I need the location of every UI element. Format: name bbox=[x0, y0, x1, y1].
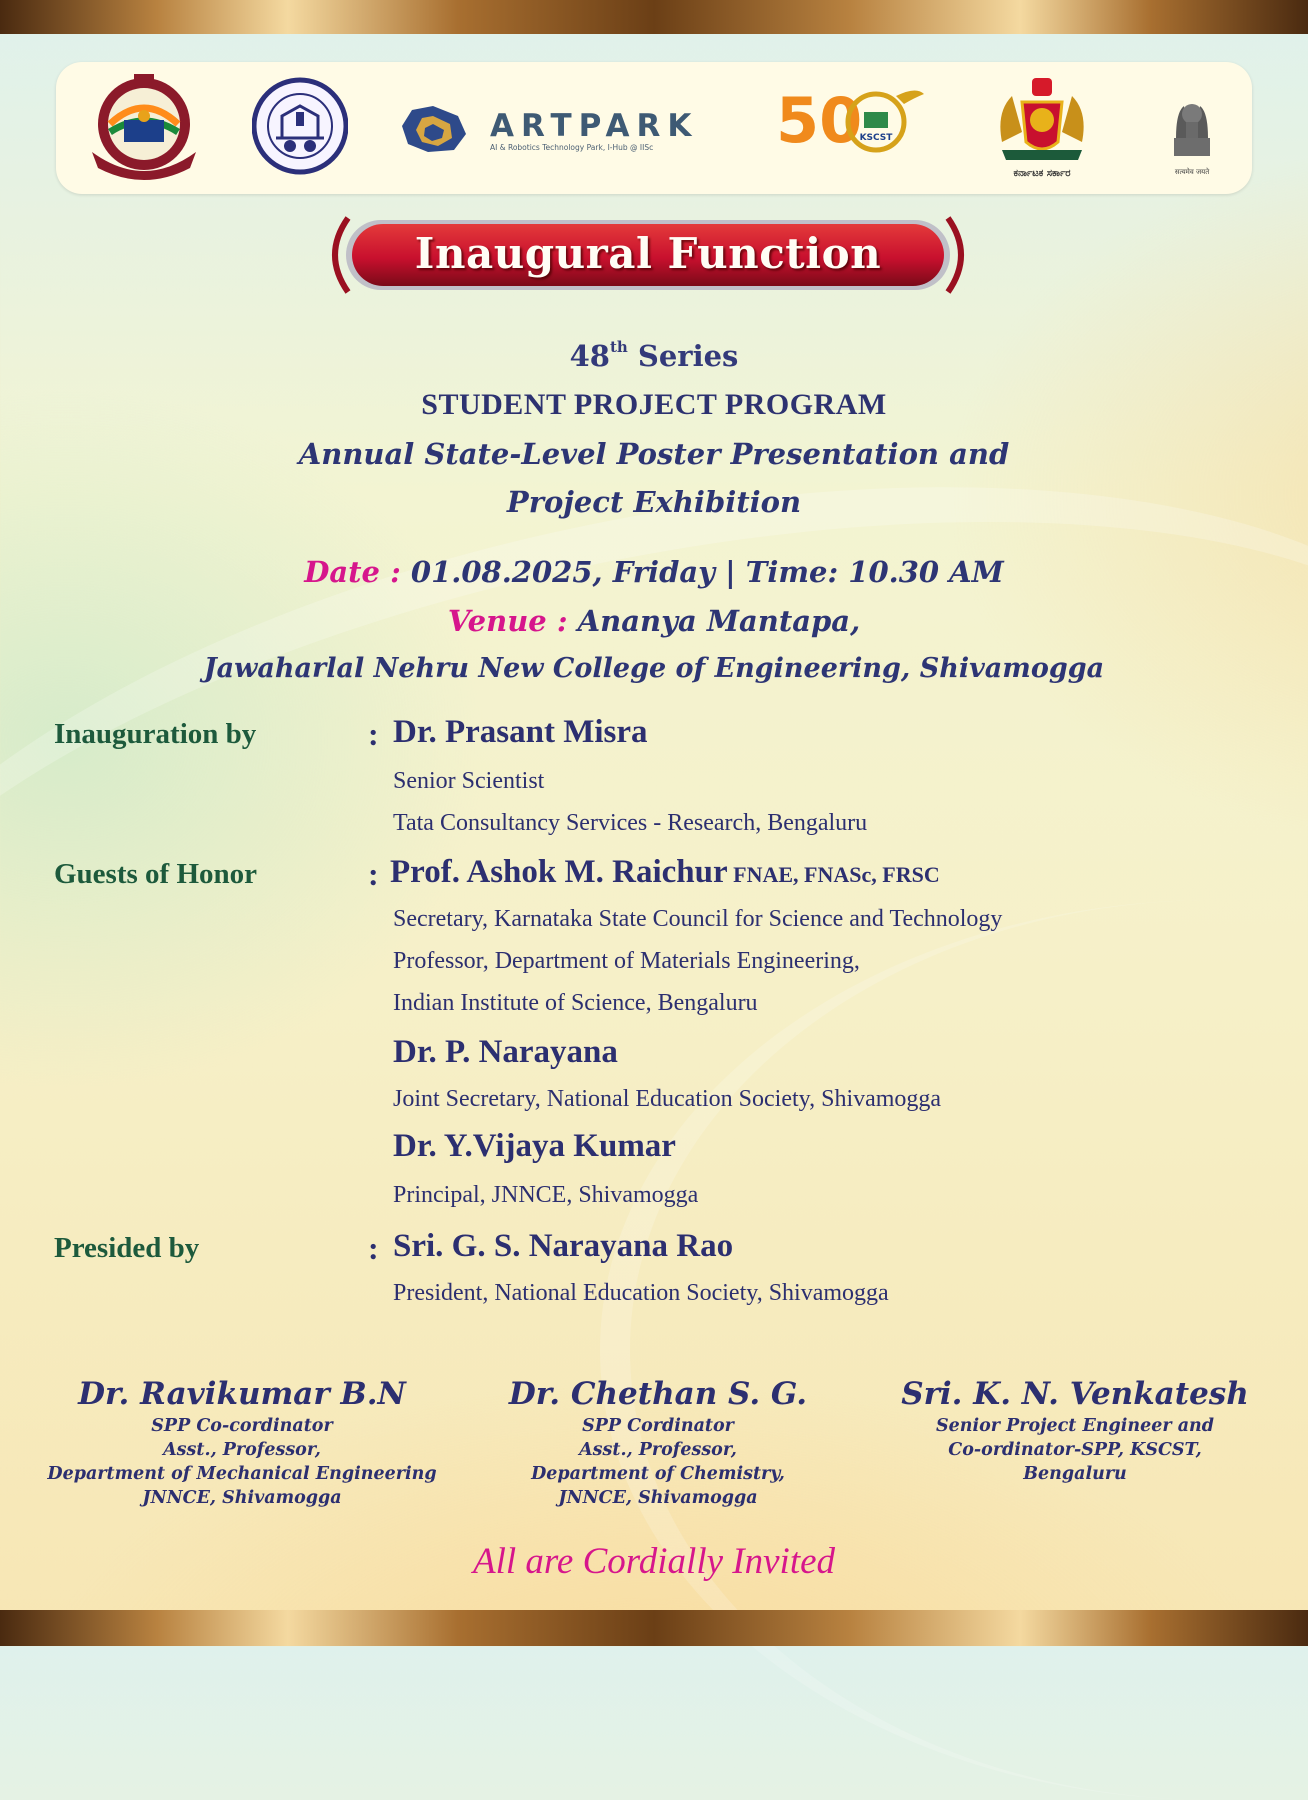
date-label: Date : bbox=[304, 555, 411, 589]
guest-1-name: Prof. Ashok M. Raichur bbox=[390, 854, 728, 890]
guest-1-quals: FNAE, FNASc, FRSC bbox=[727, 862, 940, 887]
guest-3-name: Dr. Y.Vijaya Kumar bbox=[393, 1128, 676, 1164]
series-suffix: th bbox=[609, 338, 628, 356]
coordinator-3-line-2: Co-ordinator-SPP, KSCST, bbox=[948, 1440, 1202, 1460]
guest-1-line-3: Indian Institute of Science, Bengaluru bbox=[393, 990, 758, 1016]
coordinator-3-line-3: Bengaluru bbox=[1023, 1464, 1127, 1484]
presided-role: Presided by bbox=[54, 1232, 200, 1264]
coordinator-1-line-4: JNNCE, Shivamogga bbox=[142, 1488, 342, 1508]
invitation-line: All are Cordially Invited bbox=[472, 1541, 836, 1582]
venue-line bbox=[0, 604, 1308, 638]
artpark-tagline: AI & Robotics Technology Park, I-Hub @ IISc bbox=[490, 143, 654, 152]
kscst-50-number: 50 bbox=[776, 84, 863, 157]
coordinator-3-name: Sri. K. N. Venkatesh bbox=[901, 1376, 1249, 1412]
presided-line-1: President, National Education Society, Shivamogga bbox=[393, 1280, 889, 1306]
artpark-wordmark: ARTPARK bbox=[490, 108, 699, 144]
guest-3-line-1: Principal, JNNCE, Shivamogga bbox=[393, 1182, 699, 1208]
karnataka-label: ಕರ್ನಾಟಕ ಸರ್ಕಾರ bbox=[1013, 168, 1071, 179]
coordinator-1-line-1: SPP Co-cordinator bbox=[151, 1416, 333, 1436]
page-title: Inaugural Function bbox=[414, 229, 882, 278]
presided-colon: : bbox=[368, 1230, 379, 1266]
inauguration-line-1: Senior Scientist bbox=[393, 768, 545, 794]
coordinator-2-name: Dr. Chethan S. G. bbox=[508, 1376, 808, 1412]
karnataka-emblem-logo bbox=[982, 72, 1102, 168]
jnnce-logo bbox=[252, 72, 348, 180]
subtitle-line-2: Project Exhibition bbox=[506, 485, 802, 519]
guests-colon: : bbox=[368, 856, 379, 892]
series-line bbox=[0, 338, 1308, 373]
inauguration-name: Dr. Prasant Misra bbox=[393, 714, 648, 750]
coordinator-2-line-1: SPP Cordinator bbox=[582, 1416, 734, 1436]
inauguration-role: Inauguration by bbox=[54, 718, 257, 750]
background-sheen-2 bbox=[600, 900, 1308, 1800]
venue-label: Venue : bbox=[447, 604, 578, 638]
guests-role: Guests of Honor bbox=[54, 858, 257, 890]
coordinator-1-name: Dr. Ravikumar B.N bbox=[78, 1376, 406, 1412]
series-word: Series bbox=[627, 339, 739, 373]
coordinator-2-line-2: Asst., Professor, bbox=[579, 1440, 737, 1460]
national-emblem-logo bbox=[1162, 94, 1222, 166]
date-value: 01.08.2025, Friday | Time: 10.30 AM bbox=[410, 555, 1004, 589]
guest-1-line-2: Professor, Department of Materials Engineering, bbox=[393, 948, 860, 974]
inauguration-line-2: Tata Consultancy Services - Research, Bengaluru bbox=[393, 810, 868, 836]
coordinator-2-line-3: Department of Chemistry, bbox=[531, 1464, 785, 1484]
coordinator-2-line-4: JNNCE, Shivamogga bbox=[558, 1488, 758, 1508]
presided-name: Sri. G. S. Narayana Rao bbox=[393, 1228, 734, 1264]
emblem-label: सत्यमेव जयते bbox=[1174, 168, 1210, 176]
guest-2-name: Dr. P. Narayana bbox=[393, 1034, 618, 1070]
guest-2-line-1: Joint Secretary, National Education Society, Shivamogga bbox=[393, 1086, 942, 1112]
guest-1-line-1: Secretary, Karnataka State Council for Science and Technology bbox=[393, 906, 1003, 932]
guest-1-name-line bbox=[390, 854, 940, 891]
coordinator-1 bbox=[24, 1374, 460, 1510]
venue-value: Ananya Mantapa, bbox=[577, 604, 861, 638]
venue-college: Jawaharlal Nehru New College of Engineering, Shivamogga bbox=[203, 653, 1105, 684]
inauguration-colon: : bbox=[368, 716, 379, 752]
kscst-50-logo bbox=[776, 82, 926, 162]
top-gold-bar bbox=[0, 0, 1308, 34]
kscst-badge: KSCST bbox=[859, 133, 893, 143]
bottom-gold-bar bbox=[0, 1610, 1308, 1646]
coordinator-3-line-1: Senior Project Engineer and bbox=[935, 1416, 1215, 1436]
program-name: STUDENT PROJECT PROGRAM bbox=[421, 388, 887, 421]
date-time-line bbox=[0, 555, 1308, 589]
coordinator-1-line-2: Asst., Professor, bbox=[163, 1440, 321, 1460]
artpark-logo-mark bbox=[398, 104, 468, 154]
coordinator-1-line-3: Department of Mechanical Engineering bbox=[47, 1464, 437, 1484]
coordinator-3 bbox=[880, 1374, 1270, 1486]
series-number: 48 bbox=[569, 339, 610, 373]
coordinator-2 bbox=[480, 1374, 836, 1510]
subtitle-line-1: Annual State-Level Poster Presentation and bbox=[298, 437, 1010, 471]
nes-logo bbox=[80, 72, 208, 184]
